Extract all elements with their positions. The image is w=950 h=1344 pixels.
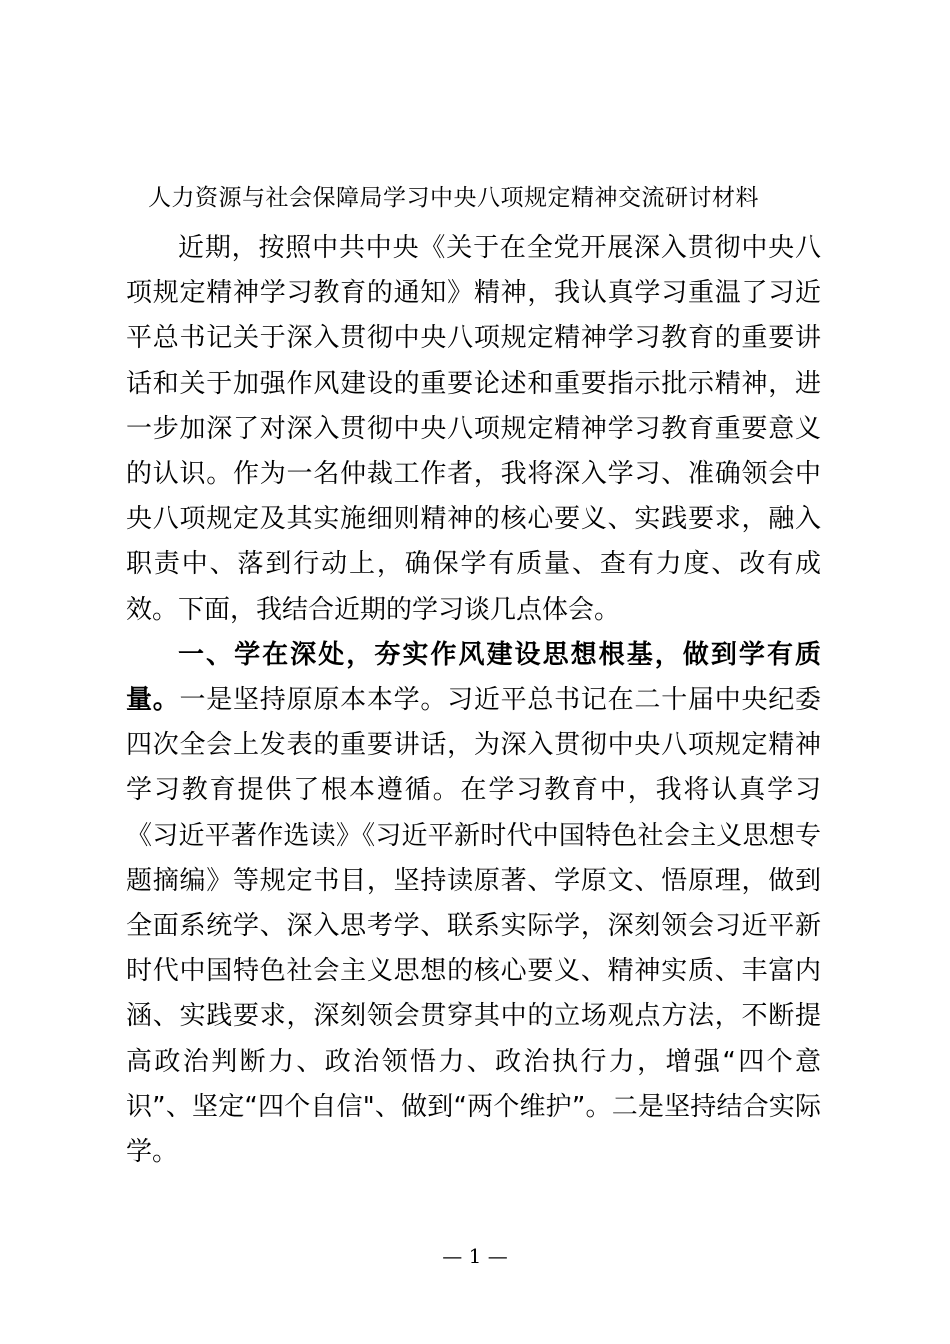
intro-paragraph: 近期，按照中共中央《关于在全党开展深入贯彻中央八项规定精神学习教育的通知》精神，我认真学习重温了习近平总书记关于深入贯彻中央八项规定精神学习教育的重要讲话和关于加强作风建设的重要论述和重要指示批示精神，进一步加深了对深入贯彻中央八项规定精神学习教育重要意义的认识。作为一名仲裁工作者，我将深入学习、准确领会中央八项规定及其实施细则精神的核心要义、实践要求，融入职责中、落到行动上，确保学有质量、查有力度、改有成效。下面，我结合近期的学习谈几点体会。 — [126, 233, 821, 625]
section-paragraph — [126, 633, 821, 1175]
section-heading: 一、学在深处，夯实作风建设思想根基，做到学有质量。 — [126, 639, 821, 716]
section-text: 一是坚持原原本本学。习近平总书记在二十届中央纪委四次全会上发表的重要讲话，为深入贯彻中央八项规定精神学习教育提供了根本遵循。在学习教育中，我将认真学习《习近平著作选读》《习近平新时代中国特色社会主义思想专题摘编》等规定书目，坚持读原著、学原文、悟原理，做到全面系统学、深入思考学、联系实际学，深刻领会习近平新时代中国特色社会主义思想的核心要义、精神实质、丰富内涵、实践要求，深刻领会贯穿其中的立场观点方法，不断提高政治判断力、政治领悟力、政治执行力，增强“四个意识”、坚定“四个自信"、做到“两个维护”。二是坚持结合实际学。 — [126, 685, 821, 1168]
page-number: — 1 — — [442, 1244, 508, 1268]
document-body — [126, 226, 821, 1175]
document-title: 人力资源与社会保障局学习中央八项规定精神交流研讨材料 — [148, 185, 759, 211]
